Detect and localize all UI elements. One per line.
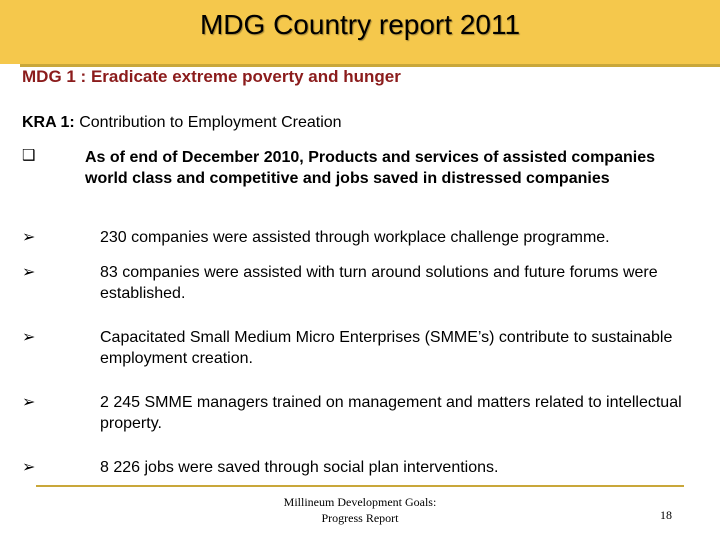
bullet-item-5: 8 226 jobs were saved through social plan interventions. [100,459,499,476]
kra-text: Contribution to Employment Creation [74,114,342,131]
bullet-item-4: 2 245 SMME managers trained on management and matters related to intellectual property. [100,394,682,432]
footer-line-1: Millineum Development Goals: [283,495,437,509]
arrow-bullet-icon: ➢ [22,457,36,476]
bullet-item-1: 230 companies were assisted through workplace challenge programme. [100,229,610,246]
slide-title: MDG Country report 2011 [199,9,521,40]
page-number: 18 [660,508,672,522]
square-bullet-icon: ❑ [22,146,36,164]
kra-label: KRA 1: [22,114,75,131]
bullet-item-3: Capacitated Small Medium Micro Enterprises (SMME’s) contribute to sustainable employment creation. [100,329,673,367]
bottom-divider [36,485,684,487]
bullet-item-2: 83 companies were assisted with turn around solutions and future forums were established. [100,264,658,302]
arrow-bullet-icon: ➢ [22,392,36,411]
main-point: As of end of December 2010, Products and services of assisted companies world class and competitive and jobs saved in distressed companies [85,149,655,187]
arrow-bullet-icon: ➢ [22,327,36,346]
footer-line-2: Progress Report [321,511,399,525]
goal-heading: MDG 1 : Eradicate extreme poverty and hunger [22,67,401,86]
arrow-bullet-icon: ➢ [22,227,36,246]
footer [250,494,470,526]
kra-line [22,113,342,133]
arrow-bullet-icon: ➢ [22,262,36,281]
